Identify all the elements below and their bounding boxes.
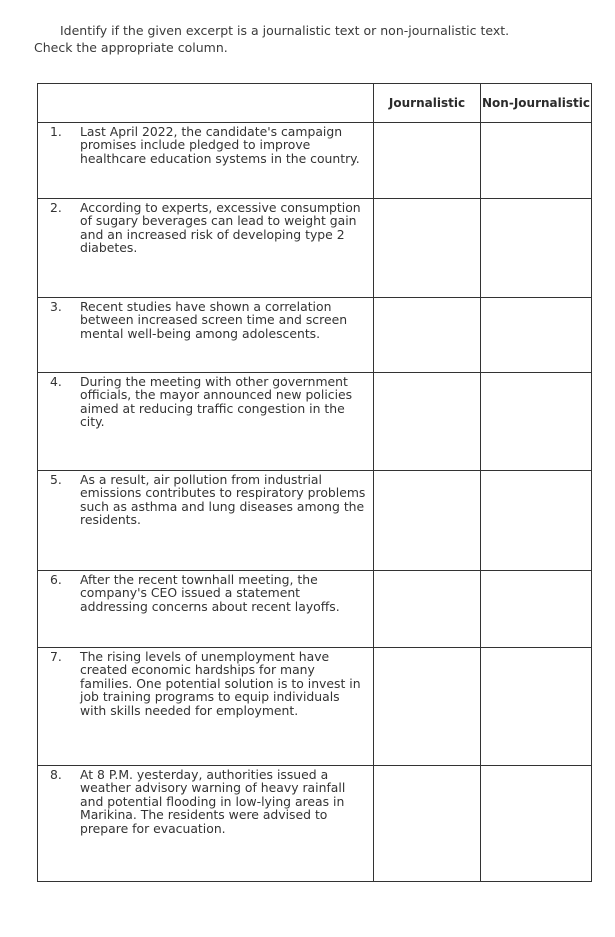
journalistic-check-cell-7[interactable] bbox=[374, 648, 481, 766]
non-journalistic-check-cell-7[interactable] bbox=[481, 648, 592, 766]
instructions bbox=[34, 22, 594, 56]
journalistic-check-cell-8[interactable] bbox=[374, 766, 481, 882]
item-cell bbox=[38, 373, 374, 471]
table-row bbox=[38, 199, 592, 298]
table-row bbox=[38, 766, 592, 882]
journalistic-check-cell-4[interactable] bbox=[374, 373, 481, 471]
item-cell bbox=[38, 298, 374, 373]
item-number: 4. bbox=[50, 374, 62, 389]
item-cell bbox=[38, 766, 374, 882]
item-number: 3. bbox=[50, 299, 62, 314]
non-journalistic-check-cell-2[interactable] bbox=[481, 199, 592, 298]
header-blank-cell bbox=[38, 84, 374, 123]
item-number: 7. bbox=[50, 649, 62, 664]
item-text: Last April 2022, the candidate's campaign promises include pledged to improve healthcare education systems in the country. bbox=[80, 124, 360, 166]
non-journalistic-check-cell-8[interactable] bbox=[481, 766, 592, 882]
item-text: Recent studies have shown a correlation between increased screen time and screen mental well-being among adolescents. bbox=[80, 299, 348, 341]
non-journalistic-check-cell-6[interactable] bbox=[481, 571, 592, 648]
table-header-row bbox=[38, 84, 592, 123]
column-header-non-journalistic bbox=[481, 84, 592, 123]
item-number: 8. bbox=[50, 767, 62, 782]
table-row bbox=[38, 298, 592, 373]
column-header-journalistic: Journalistic bbox=[374, 84, 481, 123]
item-cell bbox=[38, 571, 374, 648]
table-row bbox=[38, 571, 592, 648]
item-number: 1. bbox=[50, 124, 62, 139]
table-row bbox=[38, 471, 592, 571]
journalistic-check-cell-3[interactable] bbox=[374, 298, 481, 373]
table-row bbox=[38, 123, 592, 199]
item-number: 5. bbox=[50, 472, 62, 487]
item-cell bbox=[38, 123, 374, 199]
non-journalistic-check-cell-4[interactable] bbox=[481, 373, 592, 471]
item-text: As a result, air pollution from industrial emissions contributes to respiratory problems such as asthma and lung diseases among the residents. bbox=[80, 472, 366, 528]
non-journalistic-check-cell-5[interactable] bbox=[481, 471, 592, 571]
journalistic-check-cell-5[interactable] bbox=[374, 471, 481, 571]
non-journalistic-check-cell-3[interactable] bbox=[481, 298, 592, 373]
answer-table bbox=[37, 83, 592, 882]
item-text: At 8 P.M. yesterday, authorities issued a weather advisory warning of heavy rainfall and potential flooding in low-lying areas in Marikina. The residents were advised to prepare for evacuation. bbox=[80, 767, 346, 836]
item-text: During the meeting with other government officials, the mayor announced new policies aimed at reducing traffic congestion in the city. bbox=[80, 374, 353, 430]
item-number: 6. bbox=[50, 572, 62, 587]
non-journalistic-check-cell-1[interactable] bbox=[481, 123, 592, 199]
journalistic-check-cell-6[interactable] bbox=[374, 571, 481, 648]
item-cell bbox=[38, 471, 374, 571]
item-text: According to experts, excessive consumption of sugary beverages can lead to weight gain and an increased risk of developing type 2 diabetes. bbox=[80, 200, 361, 256]
item-text: The rising levels of unemployment have created economic hardships for many families. One potential solution is to invest in job training programs to equip individuals with skills needed for employment. bbox=[80, 649, 361, 718]
item-number: 2. bbox=[50, 200, 62, 215]
instructions-line-1: Identify if the given excerpt is a journalistic text or non-journalistic text. bbox=[60, 23, 510, 38]
column-header-non-journalistic-label: Non-Journalistic bbox=[482, 96, 590, 110]
item-text: After the recent townhall meeting, the company's CEO issued a statement addressing concerns about recent layoffs. bbox=[80, 572, 340, 614]
journalistic-check-cell-2[interactable] bbox=[374, 199, 481, 298]
table-row bbox=[38, 648, 592, 766]
item-cell bbox=[38, 199, 374, 298]
table-row bbox=[38, 373, 592, 471]
journalistic-check-cell-1[interactable] bbox=[374, 123, 481, 199]
item-cell bbox=[38, 648, 374, 766]
instructions-line-2: Check the appropriate column. bbox=[34, 40, 228, 55]
